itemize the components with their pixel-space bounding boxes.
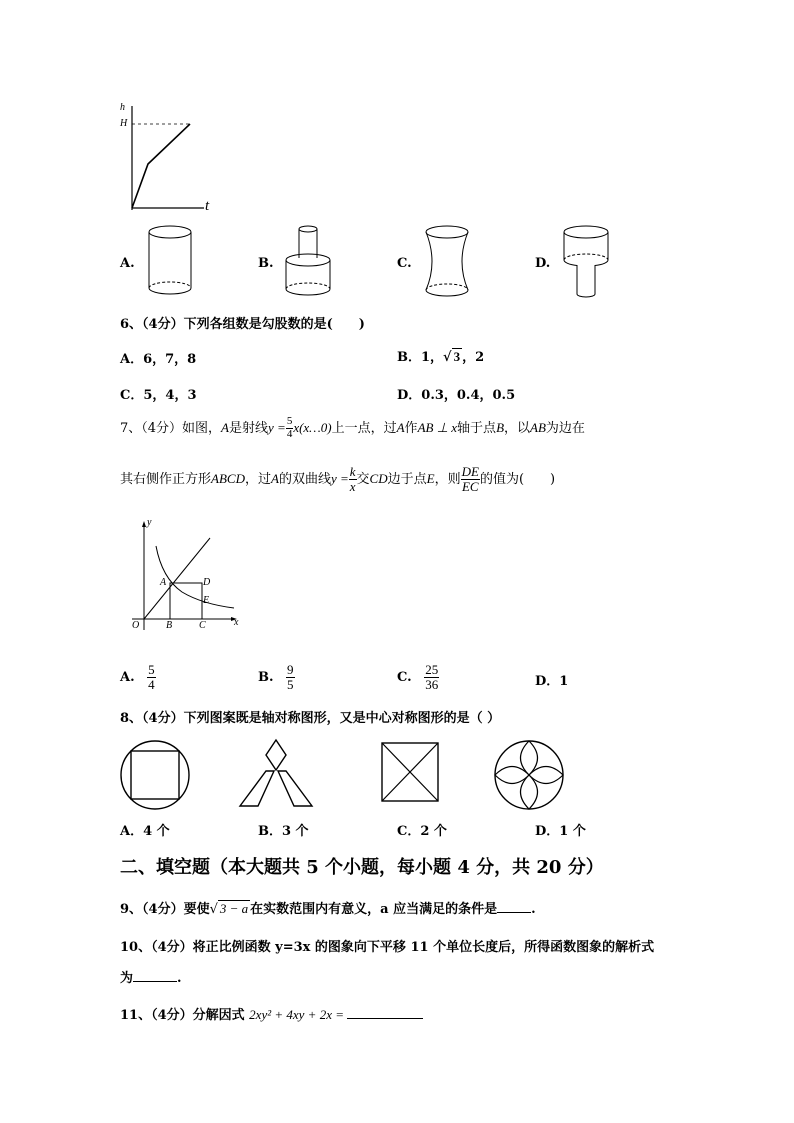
q7-A2: A bbox=[396, 420, 405, 435]
q7-l2a: 其右侧作正方形 bbox=[120, 472, 212, 487]
q7-figure bbox=[122, 518, 247, 633]
q7-option-c bbox=[397, 660, 439, 696]
q7-fig-square bbox=[170, 583, 202, 619]
q7-fig-A-label: A bbox=[160, 577, 167, 588]
q7-l1f: ，以 bbox=[504, 421, 531, 436]
q7-CD: CD bbox=[369, 471, 388, 486]
q6-sqrt: √ 3 bbox=[443, 349, 461, 365]
q7-fig-y-label: y bbox=[147, 517, 152, 528]
q7-opt-c-num: 25 bbox=[425, 662, 439, 678]
q7-fig-B-label: B bbox=[166, 620, 173, 631]
q7-AB-perp: AB ⊥ x bbox=[417, 420, 458, 435]
q6-option-a: A．6，7，8 bbox=[120, 352, 197, 367]
q10-line2 bbox=[120, 967, 182, 986]
q10-answer-blank[interactable] bbox=[133, 981, 177, 982]
q9-middle: 在实数范围内有意义，a 应当满足的条件是 bbox=[250, 902, 498, 917]
q6-option-d: D．0.3，0.4，0.5 bbox=[397, 388, 516, 403]
q7-ABCD: ABCD bbox=[211, 471, 245, 486]
q9-end: . bbox=[531, 902, 536, 917]
q7-fig-O-label: O bbox=[132, 620, 140, 631]
q8-option-a: A．4 个 bbox=[120, 824, 170, 839]
section2-title: 二、填空题（本大题共 5 个小题，每小题 4 分，共 20 分） bbox=[120, 857, 604, 878]
q8-pattern-circle-petals bbox=[492, 738, 566, 812]
q7-E: E bbox=[426, 471, 435, 486]
q7-fig-hyperbola bbox=[156, 546, 234, 608]
q7-B: B bbox=[496, 420, 505, 435]
q7-frac-k: k bbox=[349, 464, 356, 480]
q10-l2b: . bbox=[177, 971, 182, 986]
q7-l2b: ，过 bbox=[244, 472, 271, 487]
q9-sqrt: √ 3 − a bbox=[209, 901, 249, 917]
q7-option-a bbox=[120, 660, 156, 696]
q7-l1e: 轴于点 bbox=[457, 421, 497, 436]
q9-radicand: 3 − a bbox=[219, 901, 249, 916]
q9-answer-blank[interactable] bbox=[497, 912, 531, 913]
q6-stem: 6、（4分）下列各组数是勾股数的是( ) bbox=[120, 317, 365, 332]
q7-fig-E-label: E bbox=[203, 595, 210, 606]
q8-pattern-square-x bbox=[380, 741, 440, 803]
q7-option-c-label: C. bbox=[397, 670, 412, 685]
q7-option-b-label: B. bbox=[258, 670, 274, 685]
q7-frac-den: 4 bbox=[286, 428, 293, 440]
q7-l2e: 边于点 bbox=[387, 472, 427, 487]
q7-option-a-label: A. bbox=[120, 670, 135, 685]
q11-line bbox=[120, 1004, 423, 1023]
q7-opt-b-den: 5 bbox=[287, 677, 294, 692]
height-time-graph bbox=[112, 100, 252, 220]
q6-option-b bbox=[397, 346, 484, 365]
q7-l1b: 是射线 bbox=[229, 421, 269, 436]
q11-answer-blank[interactable] bbox=[347, 1018, 423, 1019]
q7-l2g: 的值为( ) bbox=[479, 472, 556, 487]
q10-l2a: 为 bbox=[120, 971, 134, 986]
q7-opt-b-num: 9 bbox=[287, 662, 294, 678]
q7-frac-DE: DE bbox=[461, 464, 479, 480]
q7-l2d: 交 bbox=[356, 472, 370, 487]
q7-frac-k-x bbox=[349, 465, 357, 493]
q8-option-c: C．2 个 bbox=[397, 824, 447, 839]
q6-sqrt-radicand: 3 bbox=[453, 349, 461, 364]
q7-line1 bbox=[120, 413, 585, 444]
q7-opt-a-num: 5 bbox=[148, 662, 155, 678]
container-a-cylinder bbox=[145, 222, 195, 300]
q5-option-d-label: D. bbox=[535, 256, 551, 271]
q7-y-eq: y = bbox=[268, 420, 286, 435]
q7-fig-C-label: C bbox=[199, 620, 206, 631]
q7-option-a-frac bbox=[147, 663, 156, 691]
q7-l1a: 7、（4分）如图， bbox=[120, 421, 222, 436]
q7-l2c: 的双曲线 bbox=[278, 472, 331, 487]
graph-curve bbox=[132, 124, 190, 208]
q5-option-a-label: A. bbox=[120, 256, 135, 271]
q5-option-b-label: B. bbox=[258, 256, 274, 271]
container-b-narrow-top bbox=[282, 222, 338, 300]
q6-option-b-suffix: ，2 bbox=[462, 350, 485, 365]
q8-option-d: D．1 个 bbox=[535, 824, 586, 839]
q7-line2 bbox=[120, 462, 555, 497]
container-d-narrow-bottom bbox=[560, 222, 616, 302]
q5-option-c-label: C. bbox=[397, 256, 412, 271]
q7-frac-num: 5 bbox=[286, 415, 293, 428]
q10-line1: 10、（4分）将正比例函数 y=3x 的图象向下平移 11 个单位长度后，所得函数图象的解析式 bbox=[120, 940, 655, 955]
q7-opt-c-den: 36 bbox=[425, 677, 439, 692]
q7-y-eq2: y = bbox=[330, 471, 349, 486]
q7-AB: AB bbox=[530, 420, 546, 435]
q7-opt-a-den: 4 bbox=[148, 677, 155, 692]
q8-pattern-three-diamonds bbox=[236, 738, 316, 810]
q6-option-b-prefix: B．1， bbox=[397, 350, 444, 365]
q7-frac-DE-EC bbox=[461, 465, 480, 493]
q7-fig-x-label: x bbox=[234, 617, 239, 628]
q7-l1c: 上一点，过 bbox=[331, 421, 397, 436]
q7-A1: A bbox=[221, 420, 229, 435]
q8-stem: 8、（4分）下列图案既是轴对称图形，又是中心对称图形的是（ ） bbox=[120, 711, 501, 726]
q7-option-b bbox=[258, 660, 295, 696]
q7-option-c-frac bbox=[424, 663, 439, 691]
q7-l1d: 作 bbox=[404, 421, 418, 436]
q6-option-c: C．5，4，3 bbox=[120, 388, 197, 403]
q8-pattern-circle-square bbox=[118, 738, 192, 812]
q7-A3: A bbox=[270, 471, 279, 486]
q7-fig-D-label: D bbox=[203, 577, 211, 588]
q7-fig-ray bbox=[144, 538, 210, 619]
q8-option-b: B．3 个 bbox=[258, 824, 309, 839]
q11-prefix: 11、（4分）分解因式 bbox=[120, 1008, 245, 1023]
graph-h-label: h bbox=[120, 102, 125, 113]
q9-prefix: 9、（4分）要使 bbox=[120, 902, 210, 917]
q7-l2f: ，则 bbox=[434, 472, 461, 487]
q7-frac-x: x bbox=[349, 479, 356, 494]
q7-option-b-frac bbox=[286, 663, 295, 691]
q7-l1g: 为边在 bbox=[545, 421, 585, 436]
graph-H-label: H bbox=[120, 118, 128, 129]
q7-option-d: D．1 bbox=[535, 674, 569, 689]
graph-t-label: t bbox=[205, 198, 210, 214]
q7-x-cond: x(x…0) bbox=[293, 420, 332, 435]
q9-line bbox=[120, 898, 536, 917]
container-c-waisted bbox=[422, 222, 474, 300]
q7-frac-EC: EC bbox=[461, 479, 479, 494]
q11-expr: 2xy² + 4xy + 2x = bbox=[249, 1007, 344, 1022]
